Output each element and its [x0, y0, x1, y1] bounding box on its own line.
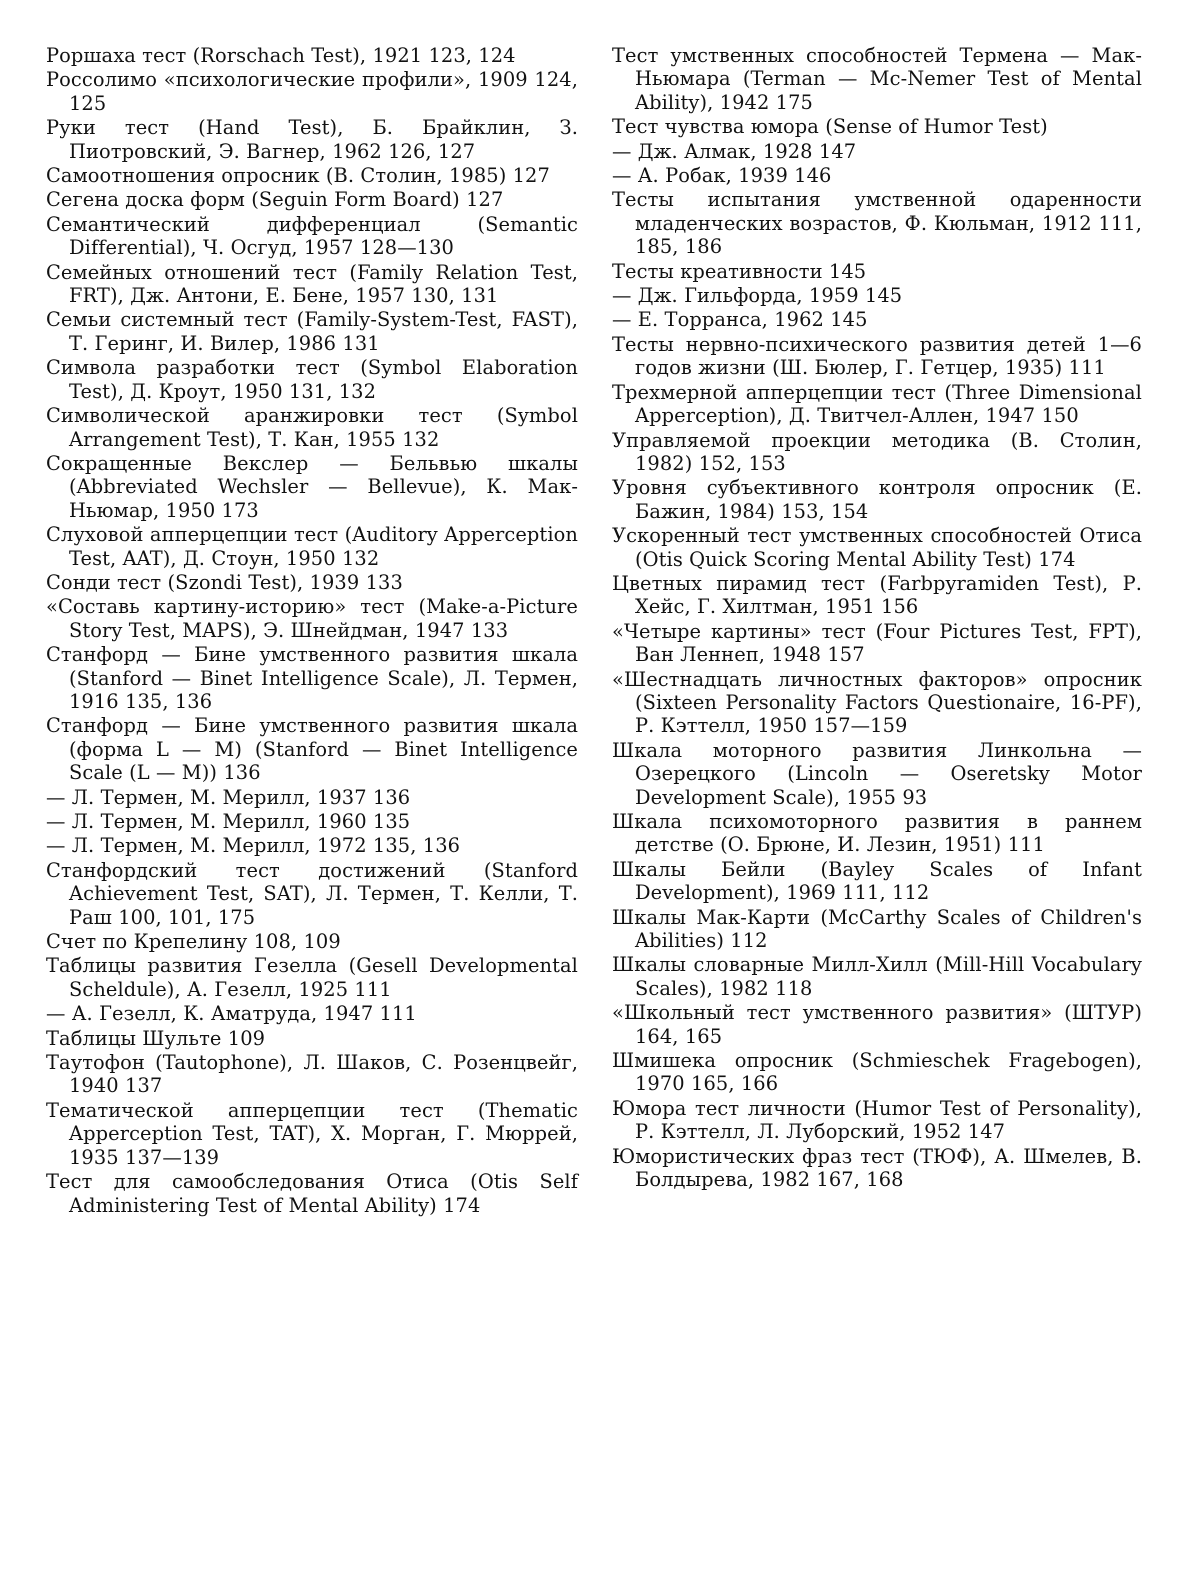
index-entry: Сегена доска форм (Seguin Form Board) 127	[46, 188, 504, 212]
index-entry: — Л. Термен, М. Мерилл, 1937 136	[46, 785, 411, 809]
index-entry: Семьи системный тест (Family-System-Test, FAST), Т. Геринг, И. Вилер, 1986 131	[46, 308, 578, 355]
index-entry: «Составь картину-историю» тест (Make-a-Picture Story Test, MAPS), Э. Шнейдман, 1947 133	[46, 595, 578, 642]
index-entry: Шкала психомоторного развития в раннем детстве (О. Брюне, И. Лезин, 1951) 111	[612, 810, 1142, 857]
index-entry: «Четыре картины» тест (Four Pictures Test, FPT), Ван Леннеп, 1948 157	[612, 619, 1142, 667]
index-entry: Таблицы развития Гезелла (Gesell Developmental Scheldule), А. Гезелл, 1925 111	[46, 954, 578, 1001]
index-entry: Станфордский тест достижений (Stanford Achievement Test, SAT), Л. Термен, Т. Келли, Т. Раш 100, 101, 175	[46, 858, 578, 929]
index-entry: Юмористических фраз тест (ТЮФ), А. Шмелев, В. Болдырева, 1982 167, 168	[612, 1144, 1142, 1192]
index-entry: «Шестнадцать личностных факторов» опросник (Sixteen Personality Factors Questionaire, 16-PF), Р. Кэттелл, 1950 157—159	[612, 667, 1142, 738]
index-entry: Шкалы Мак-Карти (McCarthy Scales of Children's Abilities) 112	[612, 905, 1142, 953]
index-entry: — Е. Торранса, 1962 145	[612, 308, 868, 332]
index-entry: Юмора тест личности (Humor Test of Personality), Р. Кэттелл, Л. Луборский, 1952 147	[612, 1096, 1142, 1144]
index-entry: Тест умственных способностей Термена — Мак-Ньюмара (Terman — Mc-Nemer Test of Mental Ability), 1942 175	[612, 44, 1142, 114]
index-entry: Шкала моторного развития Линкольна — Озерецкого (Lincoln — Oseretsky Motor Development Scale), 1955 93	[612, 738, 1142, 809]
index-entry: Тесты нервно-психического развития детей 1—6 годов жизни (Ш. Бюлер, Г. Гетцер, 1935) 111	[612, 332, 1142, 380]
index-entry: — А. Робак, 1939 146	[612, 164, 832, 188]
index-entry: Тематической апперцепции тест (Thematic Apperception Test, TAT), Х. Морган, Г. Мюррей, 1935 137—139	[46, 1098, 578, 1169]
index-entry: Станфорд — Бине умственного развития шкала (форма L — M) (Stanford — Binet Intelligence Scale (L — M)) 136	[46, 714, 578, 785]
index-entry: — Дж. Гильфорда, 1959 145	[612, 284, 903, 308]
index-entry: Тесты испытания умственной одаренности младенческих возрастов, Ф. Кюльман, 1912 111, 185, 186	[612, 188, 1142, 259]
index-entry: Таблицы Шульте 109	[46, 1026, 266, 1050]
index-entry: Роршаха тест (Rorschach Test), 1921 123, 124	[46, 44, 516, 67]
index-entry: Сокращенные Векслер — Бельвью шкалы (Abbreviated Wechsler — Bellevue), К. Мак-Ньюмар, 1950 173	[46, 451, 578, 522]
index-entry: Руки тест (Hand Test), Б. Брайклин, З. Пиотровский, Э. Вагнер, 1962 126, 127	[46, 116, 578, 163]
index-entry: Цветных пирамид тест (Farbpyramiden Test), Р. Хейс, Г. Хилтман, 1951 156	[612, 571, 1142, 619]
index-entry: Слуховой апперцепции тест (Auditory Apperception Test, AAT), Д. Стоун, 1950 132	[46, 523, 578, 570]
index-entry: — Л. Термен, М. Мерилл, 1960 135	[46, 810, 411, 833]
index-entry: Тест для самообследования Отиса (Otis Self Administering Test of Mental Ability) 174	[46, 1170, 578, 1217]
index-entry: Ускоренный тест умственных способностей Отиса (Otis Quick Scoring Mental Ability Test) 174	[612, 524, 1142, 571]
index-entry: Шмишека опросник (Schmieschek Fragebogen), 1970 165, 166	[612, 1049, 1142, 1096]
index-entry: Шкалы Бейли (Bayley Scales of Infant Development), 1969 111, 112	[612, 857, 1142, 905]
index-entry: «Школьный тест умственного развития» (ШТУР) 164, 165	[612, 1001, 1142, 1048]
index-entry: Счет по Крепелину 108, 109	[46, 930, 341, 954]
index-entry: Уровня субъективного контроля опросник (Е. Бажин, 1984) 153, 154	[612, 476, 1142, 523]
index-entry: — А. Гезелл, К. Аматруда, 1947 111	[46, 1002, 417, 1026]
index-entry: Символа разработки тест (Symbol Elaboration Test), Д. Кроут, 1950 131, 132	[46, 356, 578, 403]
left-column	[46, 44, 578, 1218]
index-entry: — Л. Термен, М. Мерилл, 1972 135, 136	[46, 834, 461, 858]
index-entry: Таутофон (Tautophone), Л. Шаков, С. Розенцвейг, 1940 137	[46, 1051, 578, 1098]
right-column	[612, 44, 1142, 1193]
index-entry: Россолимо «психологические профили», 1909 124, 125	[46, 68, 578, 115]
index-entry: — Дж. Алмак, 1928 147	[612, 139, 857, 163]
index-entry: Самоотношения опросник (В. Столин, 1985) 127	[46, 164, 550, 188]
index-entry: Сонди тест (Szondi Test), 1939 133	[46, 570, 403, 594]
index-entry: Управляемой проекции методика (В. Столин, 1982) 152, 153	[612, 428, 1142, 475]
index-entry: Символической аранжировки тест (Symbol Arrangement Test), Т. Кан, 1955 132	[46, 404, 578, 451]
index-entry: Трехмерной апперцепции тест (Three Dimensional Apperception), Д. Твитчел-Аллен, 1947 150	[612, 380, 1142, 428]
index-entry: Станфорд — Бине умственного развития шкала (Stanford — Binet Intelligence Scale), Л. Термен, 1916 135, 136	[46, 643, 578, 713]
index-entry: Семейных отношений тест (Family Relation Test, FRT), Дж. Антони, Е. Бене, 1957 130, 131	[46, 260, 578, 308]
index-entry: Семантический дифференциал (Semantic Differential), Ч. Осгуд, 1957 128—130	[46, 212, 578, 260]
index-entry: Шкалы словарные Милл-Хилл (Mill-Hill Vocabulary Scales), 1982 118	[612, 953, 1142, 1000]
index-entry: Тест чувства юмора (Sense of Humor Test)	[612, 115, 1048, 139]
index-entry: Тесты креативности 145	[612, 259, 867, 283]
